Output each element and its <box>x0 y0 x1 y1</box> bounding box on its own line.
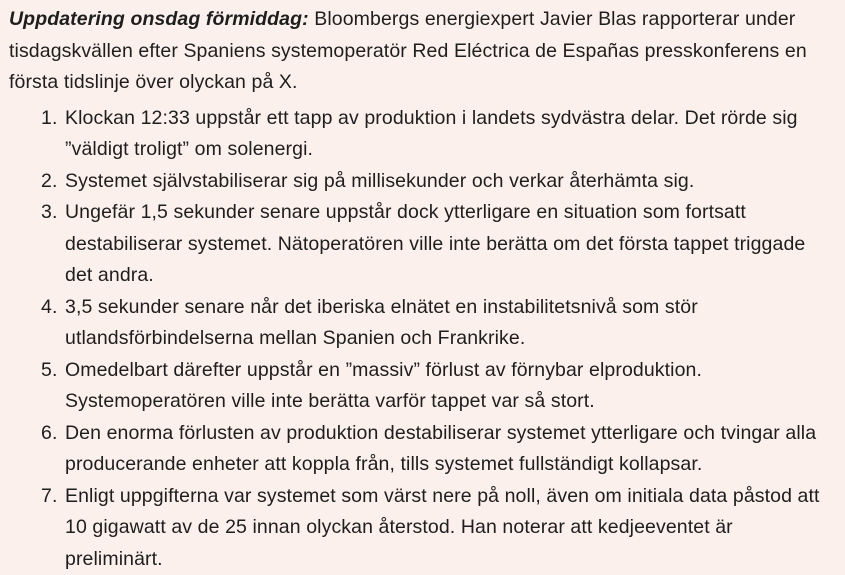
timeline-item-3: 3. Ungefär 1,5 sekunder senare uppstår dock ytterligare en situation som fortsatt destabiliserar systemet. Nätoperatören ville inte berätta om det första tappet triggade det andra. <box>63 197 833 292</box>
intro-lead: Uppdatering onsdag förmiddag: <box>9 8 309 30</box>
timeline-item-7: 7. Enligt uppgifterna var systemet som värst nere på noll, även om initiala data påstod att 10 gigawatt av de 25 innan olyckan återstod. Han noterar att kedjeeventet är preliminärt. <box>63 481 833 575</box>
timeline-list <box>9 103 833 575</box>
timeline-item-5: 5. Omedelbart därefter uppstår en ”massiv” förlust av förnybar elproduktion. Systemoperatören ville inte berätta varför tappet var så stort. <box>63 355 833 418</box>
timeline-item-2: 2. Systemet självstabiliserar sig på millisekunder och verkar återhämta sig. <box>63 166 833 198</box>
intro-paragraph <box>9 4 833 99</box>
timeline-item-4: 4. 3,5 sekunder senare når det iberiska elnätet en instabilitetsnivå som stör utlandsförbindelserna mellan Spanien och Frankrike. <box>63 292 833 355</box>
intro-text: Bloombergs energiexpert Javier Blas rapporterar under tisdagskvällen efter Spaniens systemoperatör Red Eléctrica de Españas presskonferens en första tidslinje över olyckan på X. <box>9 8 807 93</box>
timeline-item-1: 1. Klockan 12:33 uppstår ett tapp av produktion i landets sydvästra delar. Det rörde sig ”väldigt troligt” om solenergi. <box>63 103 833 166</box>
timeline-item-6: 6. Den enorma förlusten av produktion destabiliserar systemet ytterligare och tvingar alla producerande enheter att koppla från, tills systemet fullständigt kollapsar. <box>63 418 833 481</box>
